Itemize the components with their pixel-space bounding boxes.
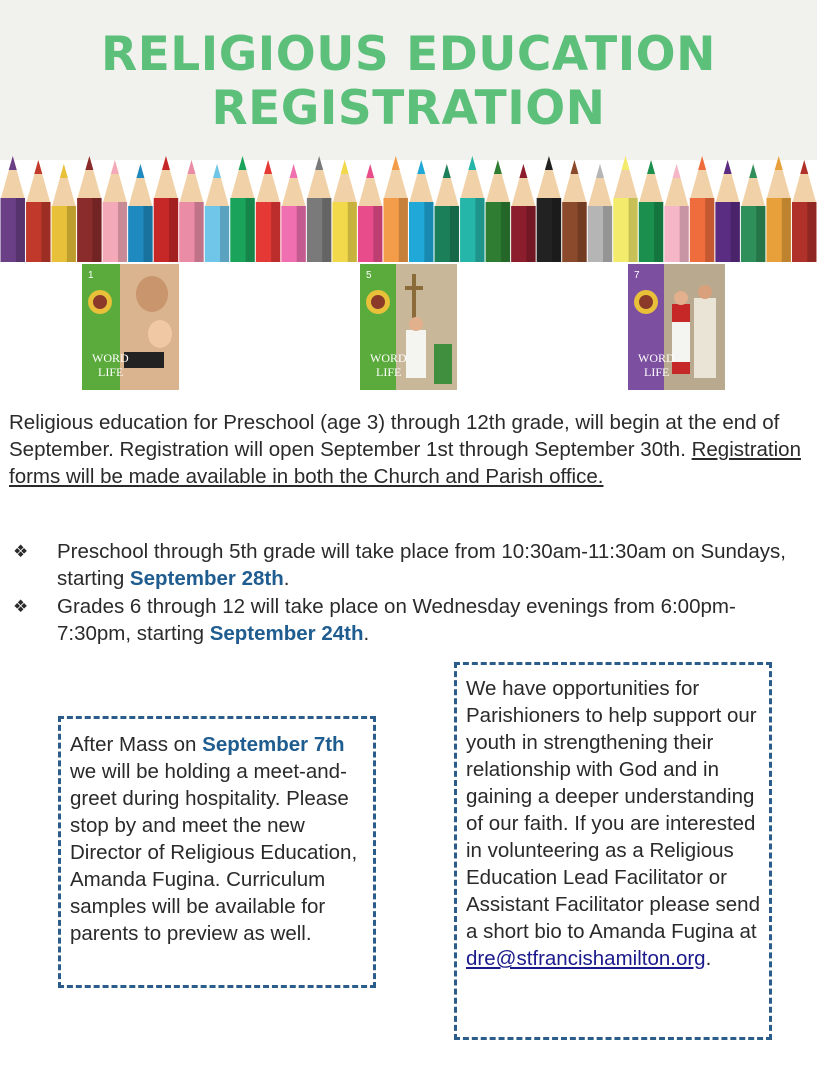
pencil: [715, 160, 740, 262]
diamond-bullet-icon: ❖: [13, 597, 29, 616]
pencil: [103, 160, 128, 262]
title-line-2: REGISTRATION: [211, 81, 606, 136]
book-cover-grade-7: [628, 264, 725, 390]
list-item: [9, 538, 809, 592]
pencil: [511, 164, 536, 262]
pencil: [741, 164, 766, 262]
book-cover-grade-5: [360, 264, 457, 390]
registration-forms-note: Registration forms will be made available in both the Church and Parish office.: [9, 438, 801, 488]
pencil: [486, 160, 511, 262]
pencil: [460, 156, 485, 262]
pencil: [52, 164, 77, 262]
pencil: [409, 160, 434, 262]
book-title-word: WORD: [638, 351, 675, 365]
colored-pencils-image: [0, 150, 817, 262]
pencil: [664, 164, 689, 262]
book-title-life: LIFE: [376, 365, 402, 379]
pencil: [332, 160, 357, 262]
book-cover-grade-1: [82, 264, 179, 390]
title-line-1: RELIGIOUS EDUCATION: [101, 27, 716, 82]
book-title-word: WORD: [92, 351, 129, 365]
pencil: [690, 156, 715, 262]
volunteer-text: We have opportunities for Parishioners to help support our youth in strengthening their relationship with God and in gaining a deeper understanding of our faith. If you are interested in volunteering as a Religious Education Lead Facilitator or Assistant Facilitator please send a short bio to Amanda Fugina at: [466, 677, 760, 943]
bullet-date: September 24th: [209, 622, 364, 645]
pencil: [256, 160, 281, 262]
pencil: [77, 156, 102, 262]
pencil: [766, 156, 791, 262]
bullet-date: September 28th: [129, 567, 284, 590]
pencil: [154, 156, 179, 262]
bullet-end: .: [283, 567, 290, 590]
pencil: [537, 156, 562, 262]
meet-greet-date: September 7th: [202, 733, 345, 756]
header-banner: [0, 0, 817, 160]
pencil: [562, 160, 587, 262]
pencil: [281, 164, 306, 262]
meet-greet-prefix: After Mass on: [70, 733, 203, 756]
pencil: [128, 164, 153, 262]
volunteer-end: .: [705, 947, 712, 970]
pencil: [179, 160, 204, 262]
diamond-bullet-icon: ❖: [13, 542, 29, 561]
book-number: 1: [88, 270, 94, 281]
pencil: [307, 156, 332, 262]
pencil: [1, 156, 26, 262]
book-number: 5: [366, 270, 372, 281]
schedule-list: [9, 538, 809, 648]
pencil: [230, 156, 255, 262]
list-item: [9, 593, 809, 647]
bullet-text: Preschool through 5th grade will take place from 10:30am-11:30am on Sundays, starting: [57, 540, 786, 590]
intro-paragraph: [9, 409, 809, 490]
book-title-life: LIFE: [98, 365, 124, 379]
volunteer-box: [454, 662, 772, 1040]
pencil: [205, 164, 230, 262]
intro-text: Religious education for Preschool (age 3) through 12th grade, will begin at the end of September. Registration will open September 1st through September 30th.: [9, 411, 780, 461]
pencil: [613, 156, 638, 262]
book-number: 7: [634, 270, 640, 281]
pencil: [435, 164, 460, 262]
pencil: [26, 160, 51, 262]
pencil: [639, 160, 664, 262]
pencil: [383, 156, 408, 262]
page-title: [0, 28, 817, 136]
book-title-life: LIFE: [644, 365, 670, 379]
pencil: [792, 160, 817, 262]
pencil: [588, 164, 613, 262]
meet-greet-text: we will be holding a meet-and-greet during hospitality. Please stop by and meet the new Director of Religious Education, Amanda Fugina. Curriculum samples will be available for parents to preview as well.: [70, 760, 358, 945]
book-title-word: WORD: [370, 351, 407, 365]
bullet-text: Grades 6 through 12 will take place on Wednesday evenings from 6:00pm-7:30pm, starting: [57, 595, 736, 645]
pencil: [358, 164, 383, 262]
meet-and-greet-box: [58, 716, 376, 988]
email-link[interactable]: dre@stfrancishamilton.org: [466, 947, 706, 970]
bullet-end: .: [363, 622, 370, 645]
